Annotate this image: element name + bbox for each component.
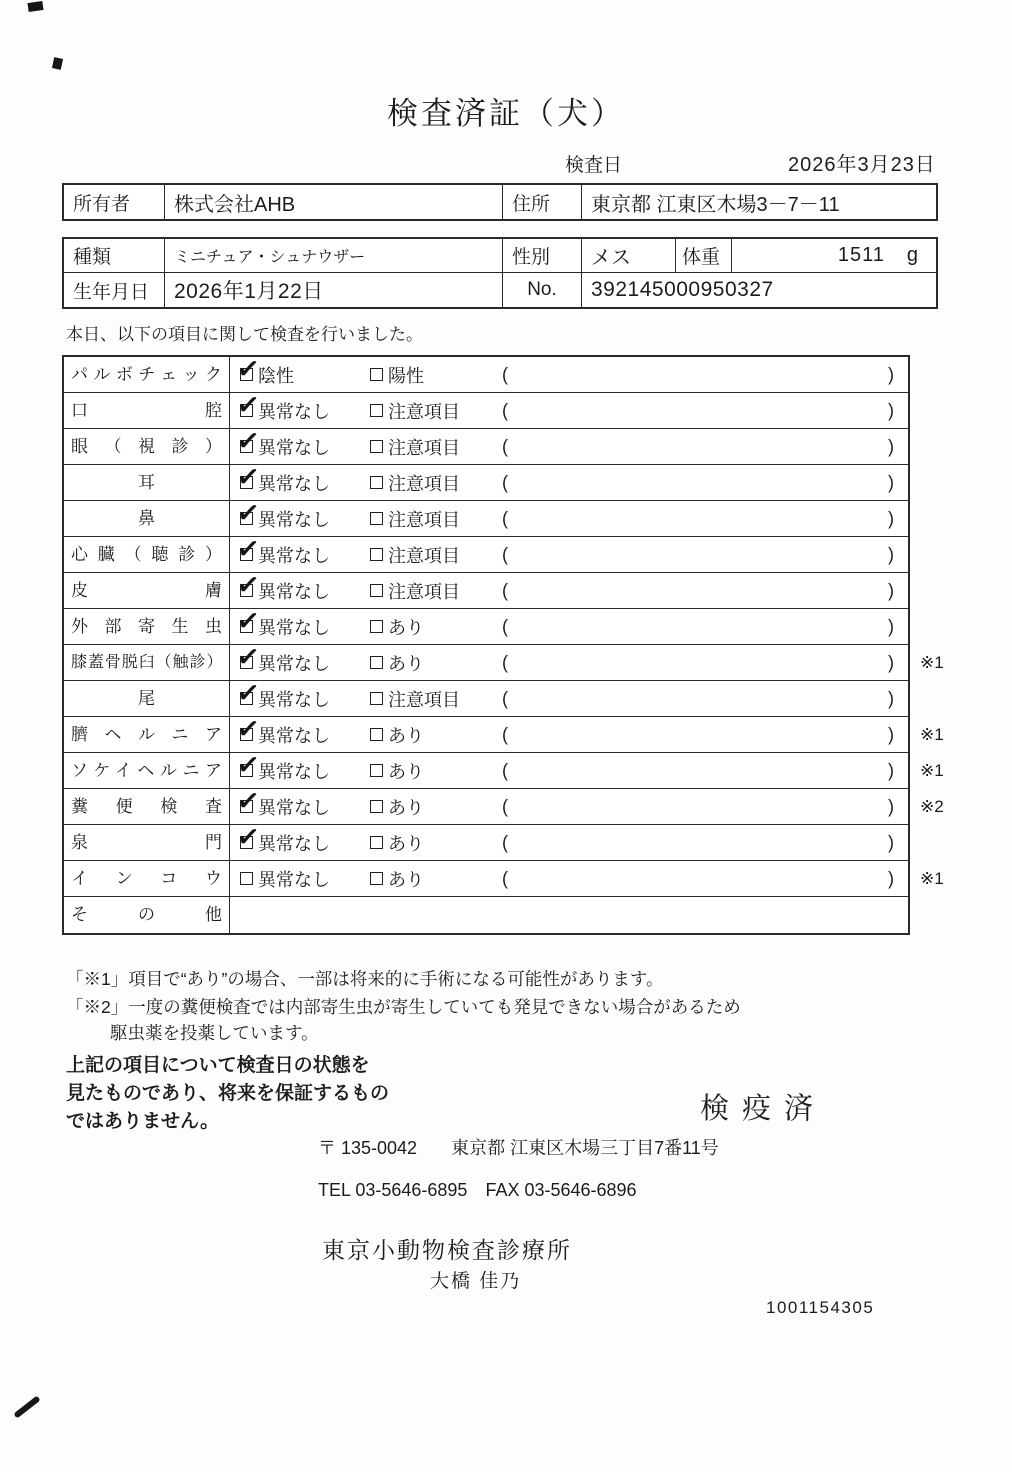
option-label: あり — [388, 761, 424, 782]
inspection-date-label: 検査日 — [565, 155, 623, 176]
check-mark: ✓ — [235, 604, 262, 638]
paren-open: ( — [502, 688, 508, 708]
checklist-row — [64, 897, 908, 933]
option-label: 異常なし — [258, 653, 330, 674]
check-option — [235, 640, 330, 676]
paren-open: ( — [502, 796, 508, 816]
checklist-row — [64, 748, 944, 789]
check-option — [235, 712, 330, 748]
option-label: 異常なし — [258, 797, 330, 818]
option-label: あり — [388, 725, 424, 746]
option-label: 異常なし — [258, 725, 330, 746]
checkbox-empty — [370, 836, 383, 849]
check-mark: ✓ — [235, 784, 262, 818]
check-item-options — [230, 352, 908, 392]
check-mark: ✓ — [235, 748, 262, 782]
owner-label: 所有者 — [64, 185, 165, 219]
option-label: 注意項目 — [388, 437, 460, 458]
scan-artifact — [13, 1395, 40, 1418]
paren-close: ) — [888, 868, 894, 888]
paren-close: ) — [888, 544, 894, 564]
check-item-label: 耳 — [64, 465, 230, 500]
footnote-2: 「※2」一度の糞便検査では内部寄生虫が寄生していても発見できない場合があるため — [66, 997, 741, 1017]
check-mark: ✓ — [235, 532, 262, 566]
paren-open: ( — [502, 508, 508, 528]
clinic-tel: TEL 03-5646-6895 — [318, 1180, 468, 1200]
checkbox-checked — [235, 460, 262, 494]
option-label: 注意項目 — [388, 401, 460, 422]
check-item-label: 心臓（聴診） — [64, 537, 230, 572]
checklist-row — [64, 784, 944, 825]
check-option — [235, 424, 330, 460]
checklist-row — [64, 496, 908, 537]
checkbox-checked — [235, 496, 262, 530]
checkbox-empty — [370, 620, 383, 633]
check-item-options — [230, 496, 908, 536]
checklist-row — [64, 604, 908, 645]
check-mark: ✓ — [235, 820, 262, 854]
check-item-options — [230, 568, 908, 608]
check-item-label: 泉門 — [64, 825, 230, 860]
checkbox-empty — [370, 476, 383, 489]
check-mark: ✓ — [235, 712, 262, 746]
paren-close: ) — [888, 436, 894, 456]
check-item-options — [230, 640, 908, 680]
option-label: 異常なし — [258, 761, 330, 782]
check-item-options — [230, 748, 908, 788]
paren-open: ( — [502, 760, 508, 780]
paren-open: ( — [502, 724, 508, 744]
check-item-label: 膝蓋骨脱臼（触診） — [64, 645, 230, 680]
birth-label: 生年月日 — [64, 273, 165, 307]
breed-value: ミニチュア・シュナウザー — [165, 239, 503, 272]
check-option — [235, 820, 330, 856]
option-label: 陽性 — [388, 365, 424, 386]
scan-artifact — [27, 1, 43, 12]
clinic-address: 東京都 江東区木場三丁目7番11号 — [451, 1138, 719, 1158]
page-title: 検査済証（犬） — [387, 96, 625, 131]
weight-unit: g — [906, 244, 918, 266]
option-label: 注意項目 — [388, 509, 460, 530]
checkbox-empty — [370, 728, 383, 741]
checkbox-empty — [370, 440, 383, 453]
option-label: 注意項目 — [388, 473, 460, 494]
disclaimer-text — [66, 1052, 389, 1136]
serial-number: 1001154305 — [766, 1298, 875, 1317]
paren-close: ) — [888, 688, 894, 708]
check-mark: ✓ — [235, 676, 262, 710]
check-item-options — [230, 712, 908, 752]
footnote-mark: ※1 — [920, 868, 944, 888]
no-label: No. — [503, 273, 582, 307]
no-value: 392145000950327 — [591, 278, 774, 301]
check-option — [370, 362, 424, 388]
check-item-label: 鼻 — [64, 501, 230, 536]
check-mark: ✓ — [235, 388, 262, 422]
disclaimer-line-2: 見たものであり、将来を保証するもの — [66, 1083, 390, 1104]
check-option — [370, 506, 460, 532]
check-item-options — [230, 460, 908, 500]
check-option — [370, 722, 424, 748]
checkbox-checked — [235, 640, 262, 674]
footnote-1: 「※1」項目で“あり”の場合、一部は将来的に手術になる可能性があります。 — [66, 969, 664, 989]
check-option — [235, 604, 330, 640]
check-item-label: 口腔 — [64, 393, 230, 428]
paren-open: ( — [502, 544, 508, 564]
check-option — [240, 866, 330, 892]
checkbox-empty — [370, 584, 383, 597]
birth-value: 2026年1月22日 — [165, 273, 503, 307]
check-item-options — [230, 676, 908, 716]
intro-text: 本日、以下の項目に関して検査を行いました。 — [66, 325, 423, 344]
sex-label: 性別 — [503, 239, 582, 272]
paren-close: ) — [888, 580, 894, 600]
checklist-row — [64, 532, 908, 573]
scan-artifact — [52, 57, 63, 70]
clinic-tel-line — [318, 1180, 637, 1201]
address-label: 住所 — [503, 185, 582, 219]
checkbox-checked — [235, 352, 262, 386]
check-option — [235, 388, 330, 424]
option-label: 注意項目 — [388, 545, 460, 566]
option-label: 異常なし — [258, 401, 330, 422]
checklist-row — [64, 676, 908, 717]
check-option — [370, 794, 424, 820]
check-option — [370, 686, 460, 712]
check-item-label: 外部寄生虫 — [64, 609, 230, 644]
checkbox-checked — [235, 712, 262, 746]
checkbox-empty — [370, 548, 383, 561]
option-label: 異常なし — [258, 617, 330, 638]
paren-close: ) — [888, 796, 894, 816]
checkbox-empty — [370, 800, 383, 813]
clinic-postal-line — [318, 1134, 719, 1160]
checkbox-checked — [235, 820, 262, 854]
checklist-row — [64, 568, 908, 609]
option-label: 異常なし — [258, 437, 330, 458]
check-item-options — [230, 897, 908, 933]
check-option — [235, 352, 294, 388]
owner-value: 株式会社AHB — [165, 185, 503, 219]
check-item-options — [230, 532, 908, 572]
option-label: 異常なし — [258, 509, 330, 530]
paren-open: ( — [502, 364, 508, 384]
sex-value: メス — [582, 239, 676, 272]
check-item-options — [230, 820, 908, 860]
checkbox-checked — [235, 748, 262, 782]
check-option — [370, 758, 424, 784]
option-label: 異常なし — [258, 689, 330, 710]
check-mark: ✓ — [235, 640, 262, 674]
checklist-row — [64, 460, 908, 501]
option-label: 陰性 — [258, 365, 294, 386]
option-label: 異常なし — [258, 869, 330, 890]
check-item-options — [230, 388, 908, 428]
check-option — [235, 496, 330, 532]
paren-open: ( — [502, 868, 508, 888]
checklist-row — [64, 820, 908, 861]
check-option — [370, 470, 460, 496]
check-item-label: 糞便検査 — [64, 789, 230, 824]
check-option — [370, 866, 424, 892]
paren-close: ) — [888, 616, 894, 636]
check-option — [235, 676, 330, 712]
check-item-label: ソケイヘルニア — [64, 753, 230, 788]
option-label: あり — [388, 869, 424, 890]
check-option — [370, 830, 424, 856]
checkbox-empty — [370, 656, 383, 669]
quarantine-passed-stamp: 検疫済 — [700, 1093, 827, 1125]
paren-close: ) — [888, 652, 894, 672]
check-mark: ✓ — [235, 460, 262, 494]
check-option — [370, 650, 424, 676]
clinic-name: 東京小動物検査診療所 — [322, 1237, 572, 1263]
option-label: 注意項目 — [388, 689, 460, 710]
check-option — [370, 578, 460, 604]
breed-label: 種類 — [64, 239, 165, 272]
check-item-label: 皮膚 — [64, 573, 230, 608]
paren-close: ) — [888, 832, 894, 852]
check-item-options — [230, 604, 908, 644]
disclaimer-line-1: 上記の項目について検査日の状態を — [66, 1055, 370, 1076]
address-value: 東京都 江東区木場3－7－11 — [591, 193, 840, 216]
paren-open: ( — [502, 436, 508, 456]
check-item-label: インコウ — [64, 861, 230, 896]
paren-close: ) — [888, 400, 894, 420]
option-label: あり — [388, 653, 424, 674]
checkbox-checked — [235, 676, 262, 710]
option-label: あり — [388, 617, 424, 638]
checkbox-checked — [235, 604, 262, 638]
checkbox-empty — [370, 368, 383, 381]
footnote-mark: ※1 — [920, 760, 944, 780]
checkbox-checked — [235, 424, 262, 458]
paren-open: ( — [502, 832, 508, 852]
option-label: 注意項目 — [388, 581, 460, 602]
checkbox-empty — [370, 872, 383, 885]
paren-open: ( — [502, 472, 508, 492]
checkbox-checked — [235, 784, 262, 818]
paren-close: ) — [888, 472, 894, 492]
check-item-options — [230, 424, 908, 464]
check-item-label: 眼（視診） — [64, 429, 230, 464]
check-mark: ✓ — [235, 568, 262, 602]
footnote-mark: ※1 — [920, 652, 944, 672]
weight-label: 体重 — [676, 239, 732, 272]
checkbox-checked — [235, 568, 262, 602]
checkbox-checked — [235, 532, 262, 566]
check-option — [370, 434, 460, 460]
clinic-postal-code: 〒 135-0042 — [318, 1138, 418, 1158]
checklist-table — [62, 352, 944, 935]
weight-value-cell — [732, 239, 936, 272]
owner-table — [62, 183, 938, 221]
option-label: 異常なし — [258, 833, 330, 854]
disclaimer-line-3: ではありません。 — [66, 1111, 220, 1132]
checkbox-empty — [370, 404, 383, 417]
paren-close: ) — [888, 724, 894, 744]
checkbox-empty — [370, 692, 383, 705]
check-mark: ✓ — [235, 424, 262, 458]
paren-open: ( — [502, 616, 508, 636]
checkbox-empty — [240, 872, 253, 885]
footnote-mark: ※1 — [920, 724, 944, 744]
checklist-row — [64, 424, 908, 465]
check-item-label: 尾 — [64, 681, 230, 716]
checklist-row — [64, 352, 908, 393]
check-option — [370, 398, 460, 424]
option-label: 異常なし — [258, 473, 330, 494]
paren-close: ) — [888, 508, 894, 528]
paren-open: ( — [502, 400, 508, 420]
checkbox-checked — [235, 388, 262, 422]
check-option — [370, 614, 424, 640]
check-item-label: パルボチェック — [64, 357, 230, 392]
option-label: 異常なし — [258, 545, 330, 566]
option-label: あり — [388, 797, 424, 818]
checklist-row — [64, 861, 944, 897]
paren-open: ( — [502, 580, 508, 600]
check-option — [370, 542, 460, 568]
dog-info-table — [62, 237, 938, 309]
check-option — [235, 532, 330, 568]
paren-close: ) — [888, 760, 894, 780]
check-mark: ✓ — [235, 496, 262, 530]
checkbox-empty — [370, 764, 383, 777]
check-item-label: 臍ヘルニア — [64, 717, 230, 752]
clinic-staff-name: 大橋 佳乃 — [430, 1271, 522, 1292]
checklist-row — [64, 712, 944, 753]
clinic-fax: FAX 03-5646-6896 — [485, 1180, 637, 1200]
checkbox-empty — [370, 512, 383, 525]
check-option — [235, 568, 330, 604]
option-label: 異常なし — [258, 581, 330, 602]
check-item-options — [230, 861, 908, 896]
checklist-row — [64, 640, 944, 681]
inspection-date-value: 2026年3月23日 — [788, 154, 936, 176]
option-label: あり — [388, 833, 424, 854]
check-option — [235, 460, 330, 496]
check-option — [235, 784, 330, 820]
weight-value: 1511 — [837, 244, 885, 266]
check-mark: ✓ — [235, 352, 262, 386]
check-item-label: その他 — [64, 897, 230, 933]
footnote-2-continued: 駆虫薬を投薬しています。 — [110, 1023, 319, 1043]
paren-close: ) — [888, 364, 894, 384]
check-option — [235, 748, 330, 784]
check-item-options — [230, 784, 908, 824]
paren-open: ( — [502, 652, 508, 672]
checklist-row — [64, 388, 908, 429]
footnote-mark: ※2 — [920, 796, 944, 816]
